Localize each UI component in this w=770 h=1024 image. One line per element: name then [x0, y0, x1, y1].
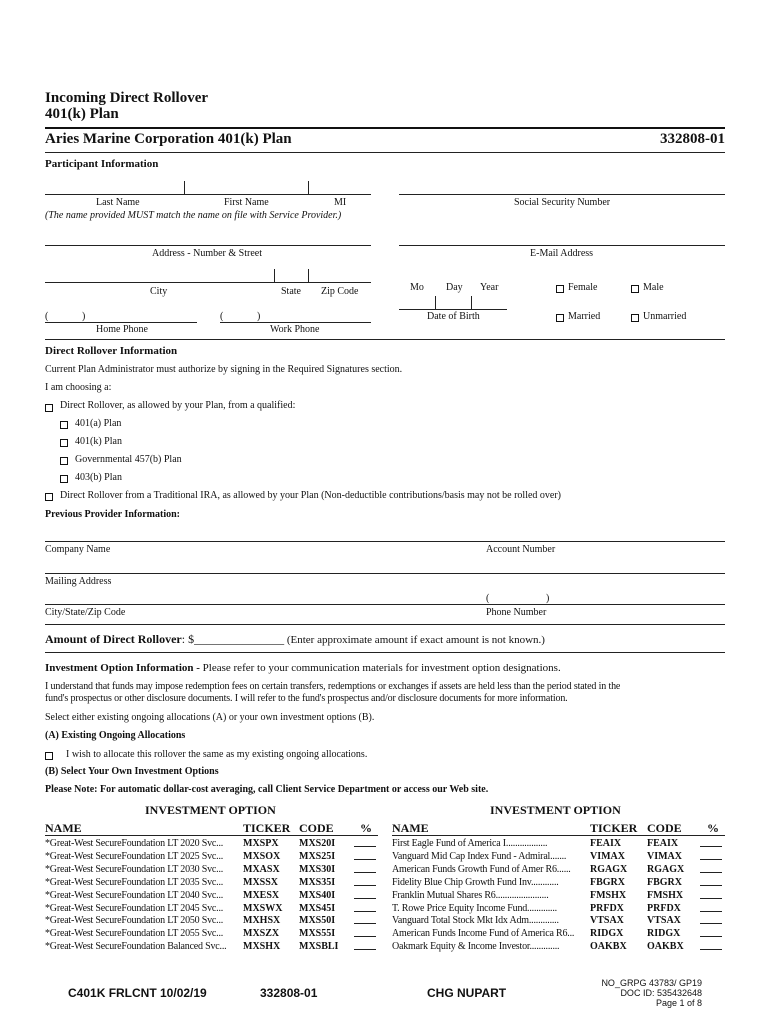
fund-name: *Great-West SecureFoundation LT 2040 Svc... [45, 889, 224, 901]
fund-code: RGAGX [647, 863, 685, 875]
fund-percent-field[interactable] [700, 903, 722, 912]
last-name-label: Last Name [96, 197, 140, 208]
amount-label: Amount of Direct Rollover [45, 632, 182, 646]
select-text: Select either existing ongoing allocations (A) or your own investment options (B). [45, 712, 375, 723]
ira-checkbox[interactable] [45, 493, 53, 501]
fund-percent-field[interactable] [700, 864, 722, 873]
plan-number: 332808-01 [660, 131, 725, 147]
plan-457b-label: Governmental 457(b) Plan [75, 454, 182, 465]
provider-section-title: Previous Provider Information: [45, 509, 180, 520]
mailing-line[interactable] [45, 573, 725, 574]
fund-percent-field[interactable] [700, 838, 722, 847]
choosing-text: I am choosing a: [45, 382, 112, 393]
fund-ticker: MXSWX [243, 902, 283, 914]
fund-name: Franklin Mutual Shares R6....................... [392, 889, 549, 901]
fund-name: T. Rowe Price Equity Income Fund............. [392, 902, 557, 914]
married-label: Married [568, 311, 601, 322]
fund-percent-field[interactable] [700, 941, 722, 950]
fund-ticker: MXSHX [243, 941, 281, 953]
work-phone-open-paren: ( [220, 311, 224, 322]
name-divider [308, 181, 309, 194]
qualified-checkbox[interactable] [45, 404, 53, 412]
please-note: Please Note: For automatic dollar-cost averaging, call Client Service Department or access our Web site. [45, 784, 489, 795]
company-line[interactable] [45, 541, 725, 542]
city-line[interactable] [45, 282, 371, 283]
col-ticker-left: TICKER [243, 821, 291, 835]
ssn-line[interactable] [399, 194, 725, 195]
fund-name: Vanguard Total Stock Mkt Idx Adm............. [392, 915, 559, 927]
fund-code: MXS40I [299, 889, 336, 901]
fund-percent-field[interactable] [700, 928, 722, 937]
plan-401a-checkbox[interactable] [60, 421, 68, 429]
investment-section-note: Please refer to your communication materials for investment option designations. [199, 662, 561, 674]
fund-ticker: VIMAX [590, 850, 625, 862]
fund-ticker: MXSPX [243, 838, 279, 849]
name-divider [184, 181, 185, 194]
fund-table-heading-left: INVESTMENT OPTION [145, 803, 276, 817]
plan-401a-label: 401(a) Plan [75, 418, 122, 429]
unmarried-checkbox[interactable] [631, 314, 639, 322]
fund-code: MXSBLI [299, 941, 339, 953]
investment-section-title: Investment Option Information - [45, 662, 200, 674]
plan-403b-checkbox[interactable] [60, 475, 68, 483]
state-label: State [281, 286, 301, 297]
fund-ticker: RIDGX [590, 928, 624, 940]
work-phone-close-paren: ) [257, 311, 261, 322]
fund-percent-field[interactable] [354, 851, 376, 860]
dob-divider [435, 296, 436, 309]
mailing-address-label: Mailing Address [45, 576, 112, 587]
fund-percent-field[interactable] [700, 877, 722, 886]
header-rule-top [45, 127, 725, 129]
fund-ticker: MXESX [243, 889, 280, 901]
redemption-text-2: fund's prospectus or other disclosure documents. I will refer to the fund's prospectus and/or disclosure documents for more information. [45, 693, 568, 704]
fund-code: FEAIX [647, 838, 679, 849]
fund-ticker: PRFDX [590, 902, 624, 914]
dob-label: Date of Birth [427, 311, 480, 322]
female-checkbox[interactable] [556, 285, 564, 293]
fund-percent-field[interactable] [354, 838, 376, 847]
fund-percent-field[interactable] [700, 851, 722, 860]
fund-ticker: MXSOX [243, 850, 281, 862]
fund-ticker: VTSAX [590, 915, 624, 927]
fund-name: American Funds Growth Fund of Amer R6...... [392, 863, 571, 875]
footer-form-id: C401K FRLCNT 10/02/19 [68, 986, 207, 1000]
fund-table-header-rule [392, 835, 725, 836]
married-checkbox[interactable] [556, 314, 564, 322]
fund-percent-field[interactable] [700, 890, 722, 899]
participant-section-title: Participant Information [45, 158, 159, 170]
dob-divider [471, 296, 472, 309]
fund-percent-field[interactable] [354, 864, 376, 873]
fund-code: FBGRX [647, 876, 682, 888]
male-checkbox[interactable] [631, 285, 639, 293]
plan-401k-label: 401(k) Plan [75, 436, 122, 447]
qualified-label: Direct Rollover, as allowed by your Plan, from a qualified: [60, 400, 296, 411]
work-phone-line[interactable] [220, 322, 371, 323]
fund-name: *Great-West SecureFoundation LT 2025 Svc... [45, 850, 224, 862]
fund-code: FMSHX [647, 889, 684, 901]
name-line[interactable] [45, 194, 371, 195]
dob-mo-label: Mo [410, 282, 424, 293]
col-pct-right: % [707, 821, 719, 835]
fund-percent-field[interactable] [354, 877, 376, 886]
fund-code: MXS45I [299, 902, 336, 914]
col-code-left: CODE [299, 821, 334, 835]
header-rule-bottom [45, 152, 725, 153]
fund-ticker: RGAGX [590, 863, 628, 875]
fund-ticker: OAKBX [590, 941, 627, 953]
fund-code: MXS50I [299, 915, 336, 927]
dob-day-label: Day [446, 282, 463, 293]
account-number-label: Account Number [486, 544, 556, 555]
zip-label: Zip Code [321, 286, 359, 297]
section-divider [45, 624, 725, 625]
footer-doc-id: DOC ID: 535432648 [620, 988, 702, 998]
investment-header [45, 662, 561, 674]
amount-field[interactable]: : $_______________ [181, 632, 285, 646]
fund-name: *Great-West SecureFoundation LT 2020 Svc... [45, 838, 224, 849]
option-a-checkbox[interactable] [45, 752, 53, 760]
ssn-label: Social Security Number [514, 197, 611, 208]
fund-code: VIMAX [647, 850, 682, 862]
mi-label: MI [334, 197, 347, 208]
fund-ticker: FMSHX [590, 889, 627, 901]
plan-401k-checkbox[interactable] [60, 439, 68, 447]
fund-name: *Great-West SecureFoundation LT 2035 Svc... [45, 876, 224, 888]
footer-page: Page 1 of 8 [655, 998, 702, 1008]
ira-label: Direct Rollover from a Traditional IRA, as allowed by your Plan (Non-deductible contributions/basis may not be rolled over) [60, 490, 562, 501]
work-phone-label: Work Phone [270, 324, 320, 335]
fund-ticker: MXASX [243, 863, 280, 875]
form-subtitle: 401(k) Plan [45, 106, 119, 122]
fund-ticker: FBGRX [590, 876, 625, 888]
email-line[interactable] [399, 245, 725, 246]
fund-code: RIDGX [647, 928, 681, 940]
fund-ticker: MXSSX [243, 876, 279, 888]
fund-name: American Funds Income Fund of America R6... [392, 928, 575, 940]
city-state-zip-label: City/State/Zip Code [45, 607, 126, 618]
address-label: Address - Number & Street [152, 248, 262, 259]
fund-percent-field[interactable] [354, 928, 376, 937]
company-name-label: Company Name [45, 544, 111, 555]
fund-table-header-rule [45, 835, 378, 836]
home-phone-close-paren: ) [82, 311, 86, 322]
rollover-section-title: Direct Rollover Information [45, 345, 178, 357]
name-note: (The name provided MUST match the name on file with Service Provider.) [45, 210, 342, 221]
plan-457b-checkbox[interactable] [60, 457, 68, 465]
col-name-right: NAME [392, 821, 429, 835]
section-divider [45, 652, 725, 653]
footer-plan-number: 332808-01 [260, 986, 318, 1000]
section-divider [45, 339, 725, 340]
provider-phone-label: Phone Number [486, 607, 547, 618]
form-title: Incoming Direct Rollover [45, 90, 209, 106]
fund-name: Oakmark Equity & Income Investor............. [392, 941, 560, 953]
fund-percent-field[interactable] [700, 915, 722, 924]
col-name-left: NAME [45, 821, 82, 835]
home-phone-open-paren: ( [45, 311, 49, 322]
fund-code: OAKBX [647, 941, 684, 953]
option-b-title: (B) Select Your Own Investment Options [45, 766, 219, 777]
provider-phone-open-paren: ( [486, 593, 490, 604]
col-code-right: CODE [647, 821, 682, 835]
fund-ticker: FEAIX [590, 838, 622, 849]
fund-name: *Great-West SecureFoundation LT 2050 Svc... [45, 915, 224, 927]
fund-percent-field[interactable] [354, 903, 376, 912]
dob-year-label: Year [480, 282, 499, 293]
fund-percent-field[interactable] [354, 941, 376, 950]
provider-phone-close-paren: ) [546, 593, 550, 604]
footer-code: CHG NUPART [427, 986, 507, 1000]
fund-name: *Great-West SecureFoundation Balanced Svc... [45, 941, 227, 953]
fund-code: VTSAX [647, 915, 681, 927]
col-ticker-right: TICKER [590, 821, 638, 835]
unmarried-label: Unmarried [643, 311, 687, 322]
first-name-label: First Name [224, 197, 269, 208]
fund-name: *Great-West SecureFoundation LT 2045 Svc... [45, 902, 224, 914]
fund-code: MXS35I [299, 876, 336, 888]
fund-code: MXS30I [299, 863, 336, 875]
city-divider [274, 269, 275, 282]
home-phone-label: Home Phone [96, 324, 148, 335]
home-phone-line[interactable] [45, 322, 197, 323]
fund-ticker: MXHSX [243, 915, 281, 927]
fund-percent-field[interactable] [354, 890, 376, 899]
fund-code: MXS20I [299, 838, 336, 849]
option-a-title: (A) Existing Ongoing Allocations [45, 730, 186, 741]
fund-name: Fidelity Blue Chip Growth Fund Inv............ [392, 876, 559, 888]
fund-table-heading-right: INVESTMENT OPTION [490, 803, 621, 817]
option-a-text: I wish to allocate this rollover the same as my existing ongoing allocations. [66, 749, 368, 760]
plan-403b-label: 403(b) Plan [75, 472, 122, 483]
redemption-text-1: I understand that funds may impose redemption fees on certain transfers, redemptions or exchanges if assets are held less than the period stated in the [45, 681, 621, 692]
city-label: City [150, 286, 168, 297]
fund-name: *Great-West SecureFoundation LT 2030 Svc... [45, 863, 224, 875]
fund-code: MXS25I [299, 850, 336, 862]
city-state-zip-line[interactable] [45, 604, 725, 605]
city-divider [308, 269, 309, 282]
fund-percent-field[interactable] [354, 915, 376, 924]
col-pct-left: % [360, 821, 372, 835]
amount-row [45, 632, 545, 647]
dob-line[interactable] [399, 309, 507, 310]
address-line[interactable] [45, 245, 371, 246]
fund-code: PRFDX [647, 902, 681, 914]
fund-name: Vanguard Mid Cap Index Fund - Admiral....... [392, 850, 567, 862]
footer-grpg: NO_GRPG 43783/ GP19 [601, 978, 702, 988]
fund-name: *Great-West SecureFoundation LT 2055 Svc... [45, 928, 224, 940]
female-label: Female [568, 282, 598, 293]
fund-code: MXS55I [299, 928, 336, 940]
plan-name: Aries Marine Corporation 401(k) Plan [45, 131, 292, 147]
male-label: Male [643, 282, 664, 293]
amount-note: (Enter approximate amount if exact amount is not known.) [284, 634, 545, 646]
fund-name: First Eagle Fund of America I.................. [392, 838, 548, 849]
email-label: E-Mail Address [530, 248, 594, 259]
authorize-text: Current Plan Administrator must authorize by signing in the Required Signatures section. [45, 364, 403, 375]
fund-ticker: MXSZX [243, 928, 280, 940]
